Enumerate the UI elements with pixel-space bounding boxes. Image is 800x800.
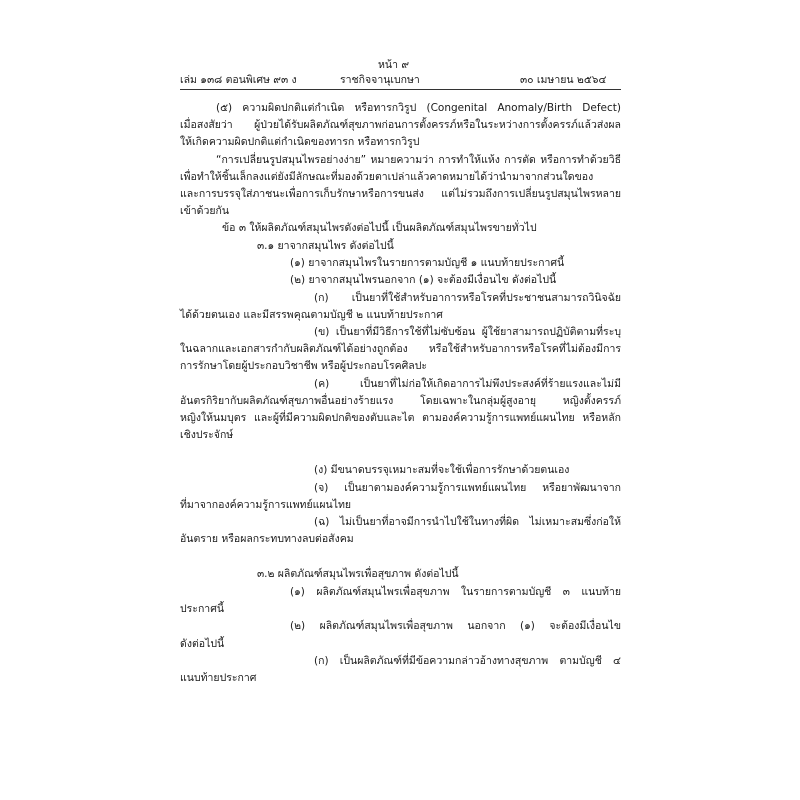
body-line: เพื่อทำให้ชิ้นเล็กลงแต่ยังมีลักษณะที่มองด้วยตาเปล่าแล้วคาดหมายได้ว่านำมาจากส่วนใดของ <box>180 171 594 183</box>
gazette-date: ๓๐ เมษายน ๒๕๖๔ <box>520 74 607 86</box>
body-line: การรักษาโดยผู้ประกอบวิชาชีพ หรือผู้ประกอบโรคศิลปะ <box>180 360 428 372</box>
body-line: (ก) เป็นยาที่ใช้สำหรับอาการหรือโรคที่ประชาชนสามารถวินิจฉัย <box>314 292 621 304</box>
body-line: เข้าด้วยกัน <box>180 205 230 217</box>
subclause-heading: ๓.๒ ผลิตภัณฑ์สมุนไพรเพื่อสุขภาพ ดังต่อไปนี้ <box>257 568 459 580</box>
body-line: (ค) เป็นยาที่ไม่ก่อให้เกิดอาการไม่พึงประสงค์ที่ร้ายแรงและไม่มี <box>314 378 621 390</box>
gazette-title: ราชกิจจานุเบกษา <box>340 74 420 86</box>
body-line: ให้เกิดความผิดปกติแต่กำเนิดของทารก หรือทารกวิรูป <box>180 136 420 148</box>
body-line: เมื่อสงสัยว่า ผู้ป่วยได้รับผลิตภัณฑ์สุขภาพก่อนการตั้งครรภ์หรือในระหว่างการตั้งครรภ์แล้วส่งผล <box>180 119 621 131</box>
body-line: “การเปลี่ยนรูปสมุนไพรอย่างง่าย” หมายความว่า การทำให้แห้ง การตัด หรือการทำด้วยวิธี <box>216 154 621 166</box>
body-line: (จ) เป็นยาตามองค์ความรู้การแพทย์แผนไทย หรือยาพัฒนาจาก <box>314 482 621 494</box>
subclause-heading: ๓.๑ ยาจากสมุนไพร ดังต่อไปนี้ <box>257 240 394 252</box>
body-line: (ฉ) ไม่เป็นยาที่อาจมีการนำไปใช้ในทางที่ผิด ไม่เหมาะสมซึ่งก่อให้ <box>314 516 621 528</box>
body-line: และการบรรจุใส่ภาชนะเพื่อการเก็บรักษาหรือการขนส่ง แต่ไม่รวมถึงการเปลี่ยนรูปสมุนไพรหลาย <box>180 188 621 200</box>
body-line: (ง) มีขนาดบรรจุเหมาะสมที่จะใช้เพื่อการรักษาด้วยตนเอง <box>314 464 570 476</box>
body-line: (๒) ยาจากสมุนไพรนอกจาก (๑) จะต้องมีเงื่อนไข ดังต่อไปนี้ <box>290 274 557 286</box>
body-line: เชิงประจักษ์ <box>180 429 234 441</box>
body-line: แนบท้ายประกาศ <box>180 672 257 684</box>
body-line: ได้ด้วยตนเอง และมีสรรพคุณตามบัญชี ๒ แนบท้ายประกาศ <box>180 309 443 321</box>
body-line: (๒) ผลิตภัณฑ์สมุนไพรเพื่อสุขภาพ นอกจาก (๑) จะต้องมีเงื่อนไข <box>290 620 621 632</box>
page-number: หน้า ๙ <box>378 59 410 71</box>
body-line: (ข) เป็นยาที่มีวิธีการใช้ที่ไม่ซับซ้อน ผู้ใช้ยาสามารถปฏิบัติตามที่ระบุ <box>314 326 621 338</box>
body-line: หญิงให้นมบุตร และผู้ที่มีความผิดปกติของตับและไต ตามองค์ความรู้การแพทย์แผนไทย หรือหลัก <box>180 412 621 424</box>
body-line: (๑) ยาจากสมุนไพรในรายการตามบัญชี ๑ แนบท้ายประกาศนี้ <box>290 257 565 269</box>
body-line: ประกาศนี้ <box>180 603 225 615</box>
body-line: ในฉลากและเอกสารกำกับผลิตภัณฑ์ได้อย่างถูกต้อง หรือใช้สำหรับอาการหรือโรคที่ไม่ต้องมีการ <box>180 343 621 355</box>
body-line: อันตรกิริยากับผลิตภัณฑ์สุขภาพอื่นอย่างร้ายแรง โดยเฉพาะในกลุ่มผู้สูงอายุ หญิงตั้งครรภ์ <box>180 395 621 407</box>
body-line: (ก) เป็นผลิตภัณฑ์ที่มีข้อความกล่าวอ้างทางสุขภาพ ตามบัญชี ๔ <box>314 655 621 667</box>
body-line: (๕) ความผิดปกติแต่กำเนิด หรือทารกวิรูป (Congenital Anomaly/Birth Defect) <box>216 102 621 114</box>
header-divider <box>180 89 621 90</box>
gazette-volume: เล่ม ๑๓๘ ตอนพิเศษ ๙๓ ง <box>180 74 297 86</box>
clause-heading: ข้อ ๓ ให้ผลิตภัณฑ์สมุนไพรดังต่อไปนี้ เป็นผลิตภัณฑ์สมุนไพรขายทั่วไป <box>222 222 537 234</box>
body-line: อันตราย หรือผลกระทบทางลบต่อสังคม <box>180 533 354 545</box>
body-line: ที่มาจากองค์ความรู้การแพทย์แผนไทย <box>180 499 352 511</box>
body-line: (๑) ผลิตภัณฑ์สมุนไพรเพื่อสุขภาพ ในรายการตามบัญชี ๓ แนบท้าย <box>290 586 621 598</box>
body-line: ดังต่อไปนี้ <box>180 638 225 650</box>
